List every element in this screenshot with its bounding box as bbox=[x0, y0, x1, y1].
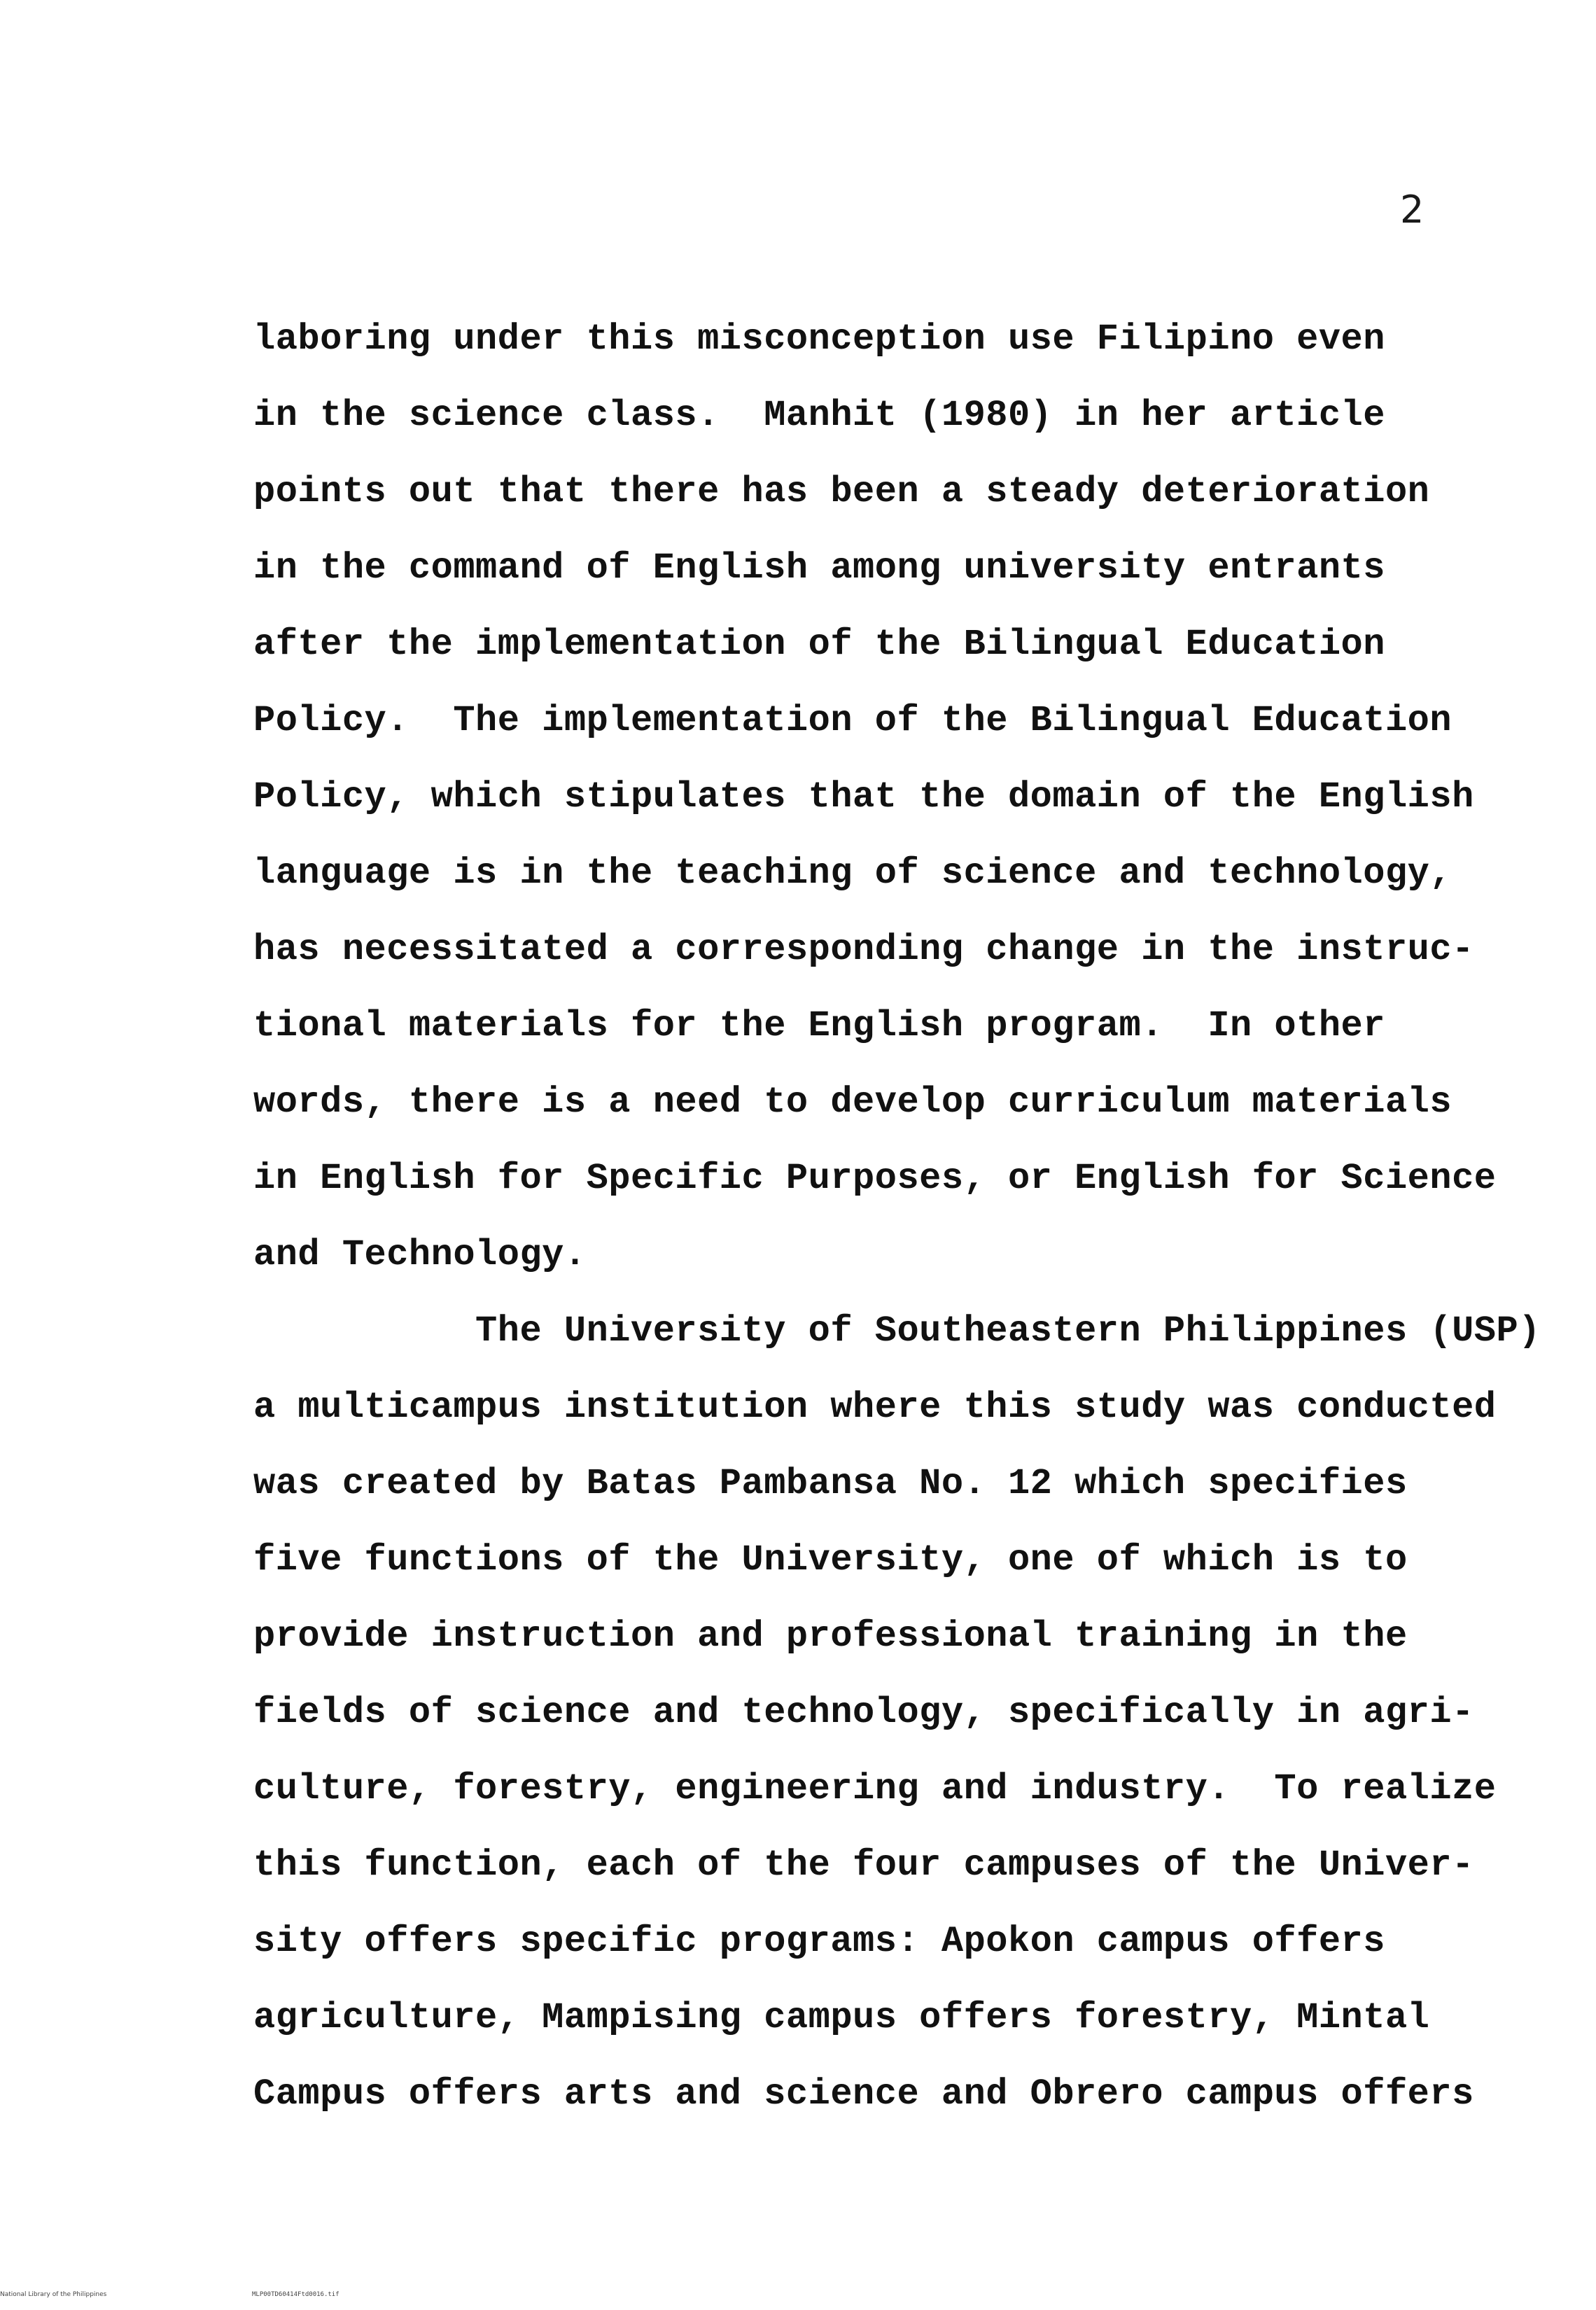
body-text bbox=[253, 301, 1541, 2132]
text-line: culture, forestry, engineering and industry. To realize bbox=[253, 1768, 1497, 1809]
text-line: language is in the teaching of science and technology, bbox=[253, 853, 1452, 894]
text-line: and Technology. bbox=[253, 1234, 587, 1275]
text-line: has necessitated a corresponding change in the instruc- bbox=[253, 929, 1474, 970]
footer-file-id: MLP00TD60414Ftd0016.tif bbox=[252, 2291, 340, 2298]
text-line: Policy, which stipulates that the domain of the English bbox=[253, 776, 1474, 818]
text-line: in English for Specific Purposes, or English for Science bbox=[253, 1158, 1497, 1199]
footer-library-credit: National Library of the Philippines bbox=[0, 2291, 107, 2298]
text-line: in the command of English among university entrants bbox=[253, 547, 1385, 589]
text-line: laboring under this misconception use Filipino even bbox=[253, 318, 1385, 360]
text-line: in the science class. Manhit (1980) in her article bbox=[253, 395, 1385, 436]
text-line: five functions of the University, one of which is to bbox=[253, 1539, 1408, 1581]
text-line: provide instruction and professional training in the bbox=[253, 1616, 1408, 1657]
text-line: Campus offers arts and science and Obrero campus offers bbox=[253, 2073, 1474, 2115]
text-line: was created by Batas Pambansa No. 12 which specifies bbox=[253, 1463, 1408, 1504]
text-line: sity offers specific programs: Apokon campus offers bbox=[253, 1921, 1385, 1962]
text-line: words, there is a need to develop curriculum materials bbox=[253, 1082, 1452, 1123]
text-line: agriculture, Mampising campus offers forestry, Mintal bbox=[253, 1997, 1430, 2038]
text-line: after the implementation of the Bilingual Education bbox=[253, 624, 1385, 665]
text-line: The University of Southeastern Philippines (USP) bbox=[253, 1310, 1541, 1352]
text-line: tional materials for the English program. In other bbox=[253, 1005, 1385, 1046]
text-line: fields of science and technology, specifically in agri- bbox=[253, 1692, 1474, 1733]
page-number: 2 bbox=[1400, 188, 1424, 232]
text-line: a multicampus institution where this study was conducted bbox=[253, 1387, 1497, 1428]
text-line: this function, each of the four campuses of the Univer- bbox=[253, 1844, 1474, 1886]
text-line: Policy. The implementation of the Bilingual Education bbox=[253, 700, 1452, 741]
text-line: points out that there has been a steady deterioration bbox=[253, 471, 1430, 512]
